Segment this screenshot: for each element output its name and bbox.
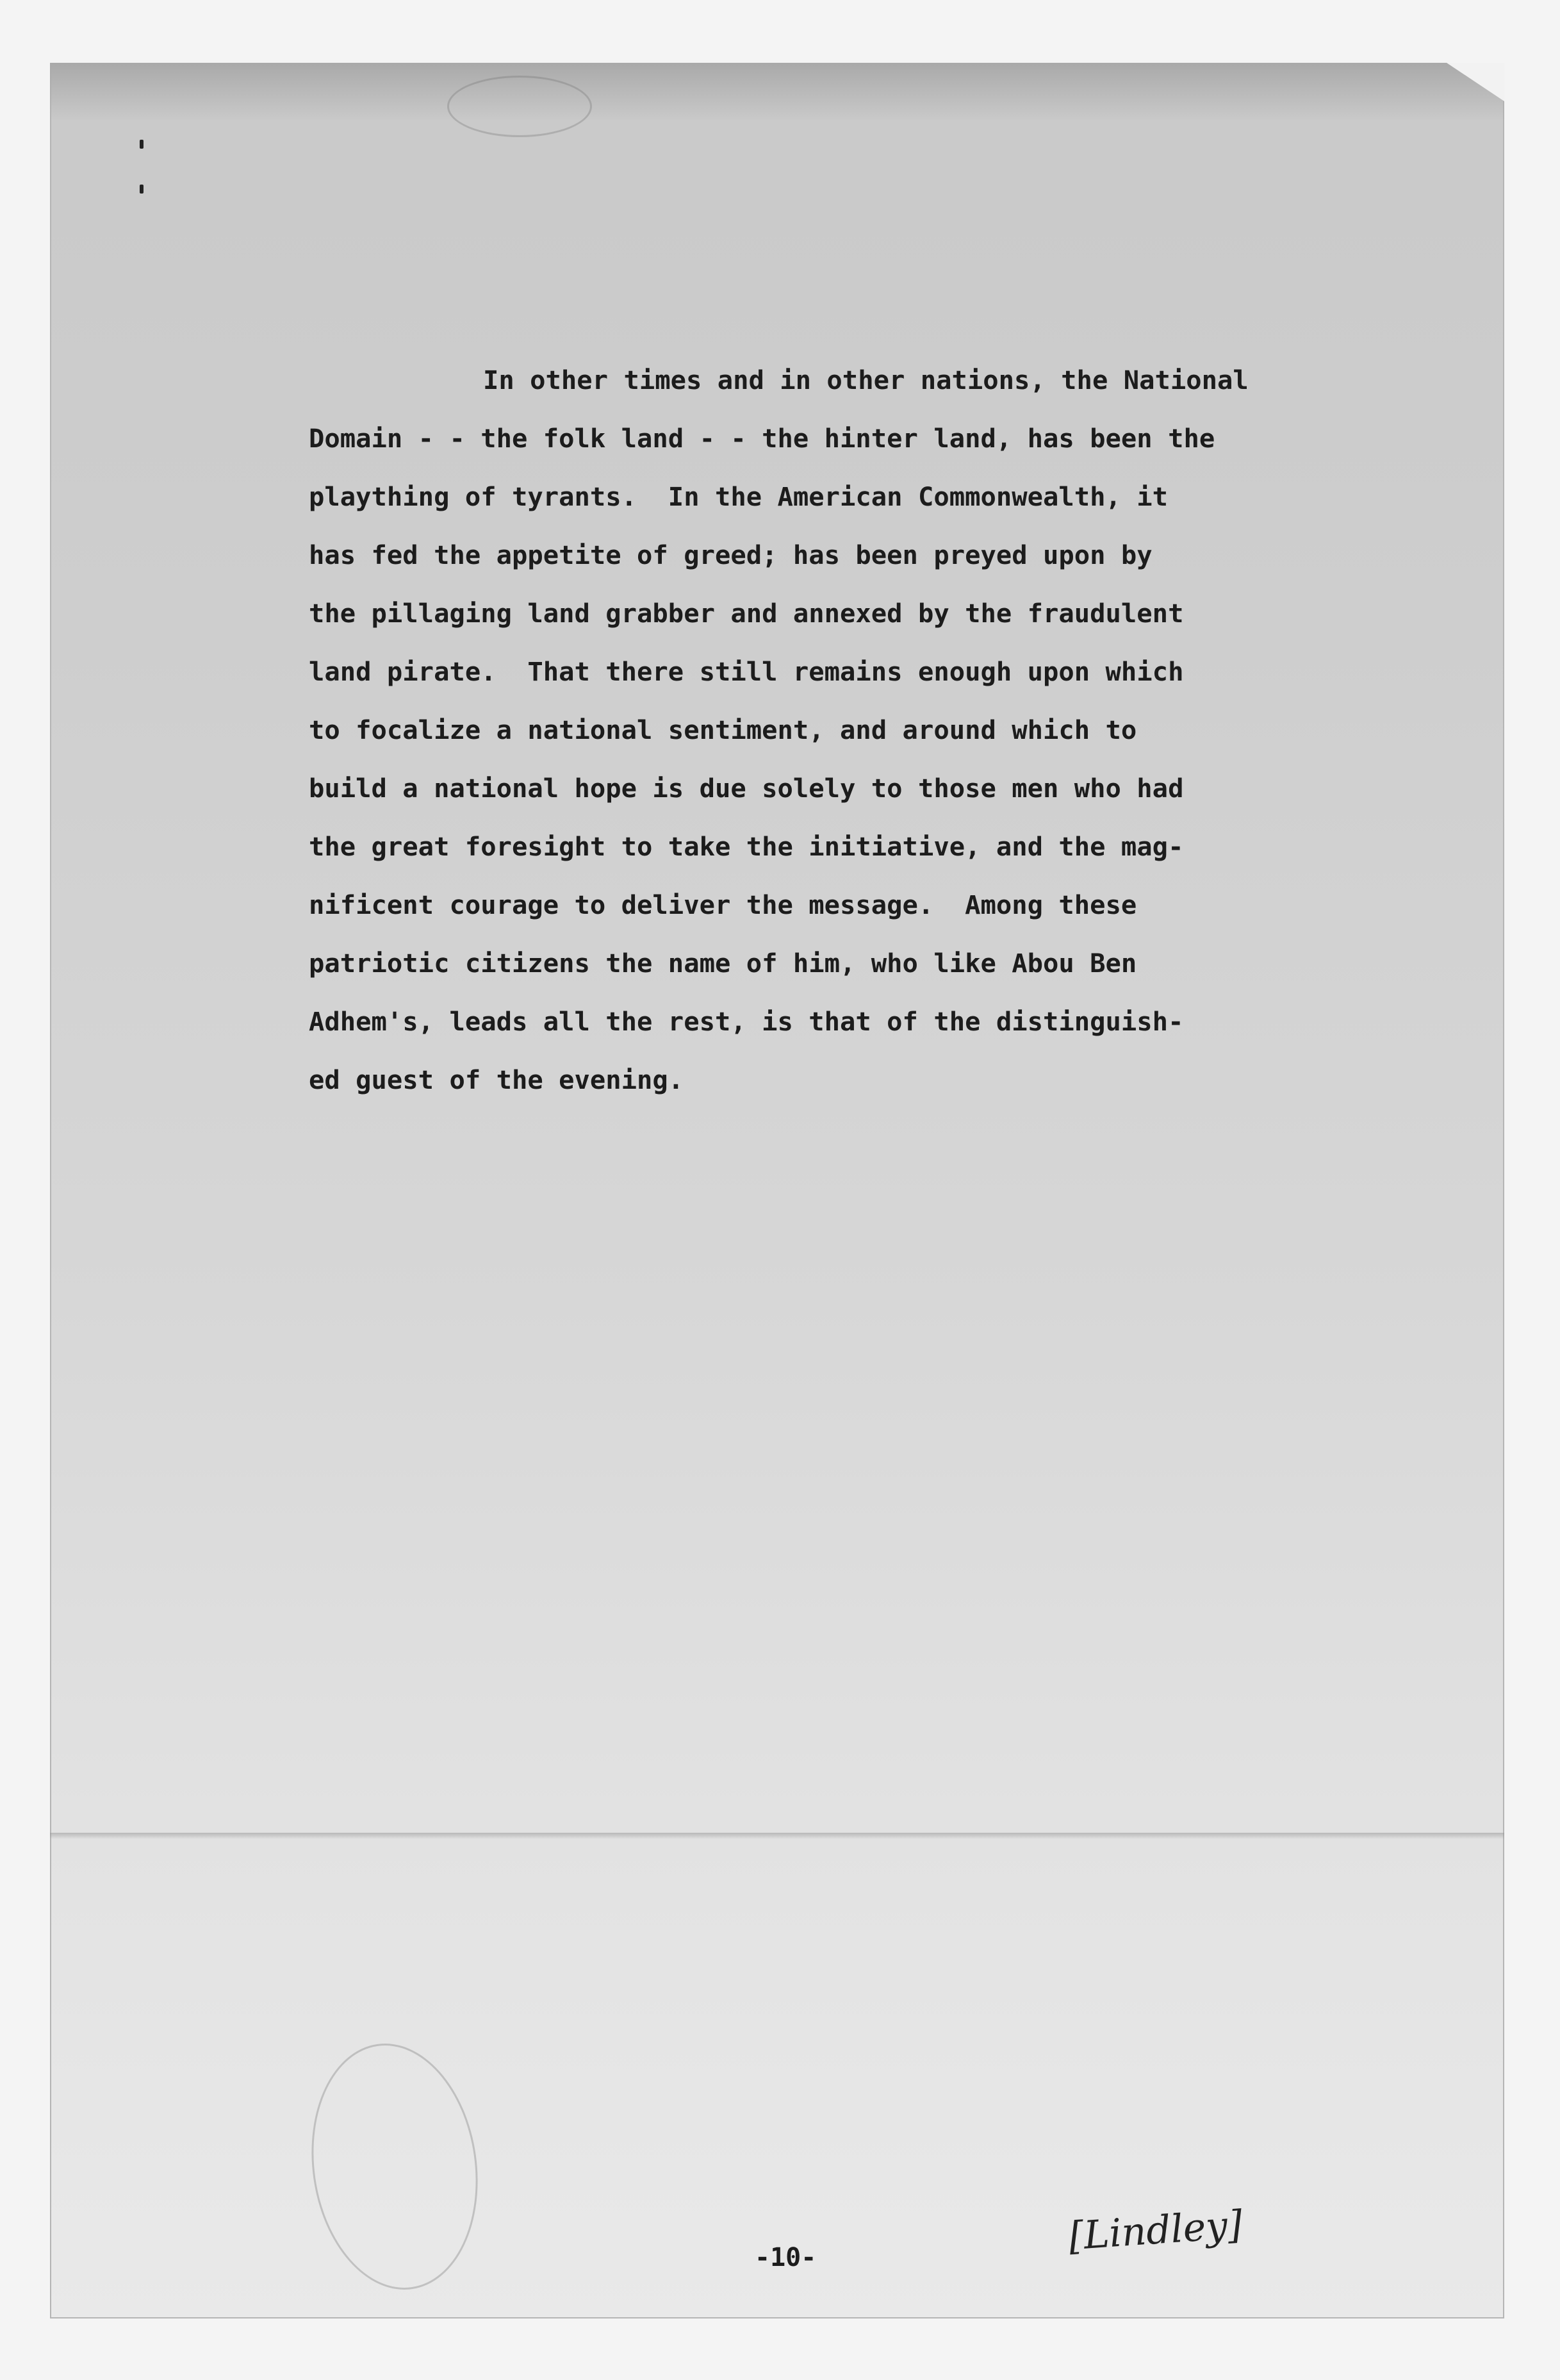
handwritten-note: [Lindley]	[1067, 2202, 1244, 2260]
text-line: the great foresight to take the initiative, and the mag-	[309, 831, 1184, 862]
text-line: Domain - - the folk land - - the hinter land, has been the	[309, 423, 1215, 454]
text-line: nificent courage to deliver the message. Among these	[309, 889, 1137, 920]
text-line: In other times and in other nations, the National	[483, 365, 1249, 395]
text-line: patriotic citizens the name of him, who like Abou Ben	[309, 948, 1137, 979]
text-line: to focalize a national sentiment, and around which to	[309, 715, 1137, 745]
faint-circle-mark	[296, 2033, 493, 2301]
paper-fold-line	[50, 1833, 1504, 1839]
folded-corner	[1447, 63, 1504, 101]
faint-stamp-mark	[447, 76, 592, 137]
punch-mark-top	[140, 140, 144, 149]
punch-mark-bottom	[140, 185, 144, 194]
page-number: -10-	[755, 2243, 817, 2272]
text-line: land pirate. That there still remains enough upon which	[309, 656, 1184, 687]
text-line: plaything of tyrants. In the American Commonwealth, it	[309, 481, 1169, 512]
text-line: has fed the appetite of greed; has been preyed upon by	[309, 540, 1153, 570]
text-line: Adhem's, leads all the rest, is that of the distinguish-	[309, 1006, 1184, 1037]
text-line: build a national hope is due solely to those men who had	[309, 773, 1184, 804]
text-line: the pillaging land grabber and annexed by the fraudulent	[309, 598, 1184, 629]
text-line: ed guest of the evening.	[309, 1064, 684, 1095]
body-paragraph	[309, 351, 1449, 1109]
